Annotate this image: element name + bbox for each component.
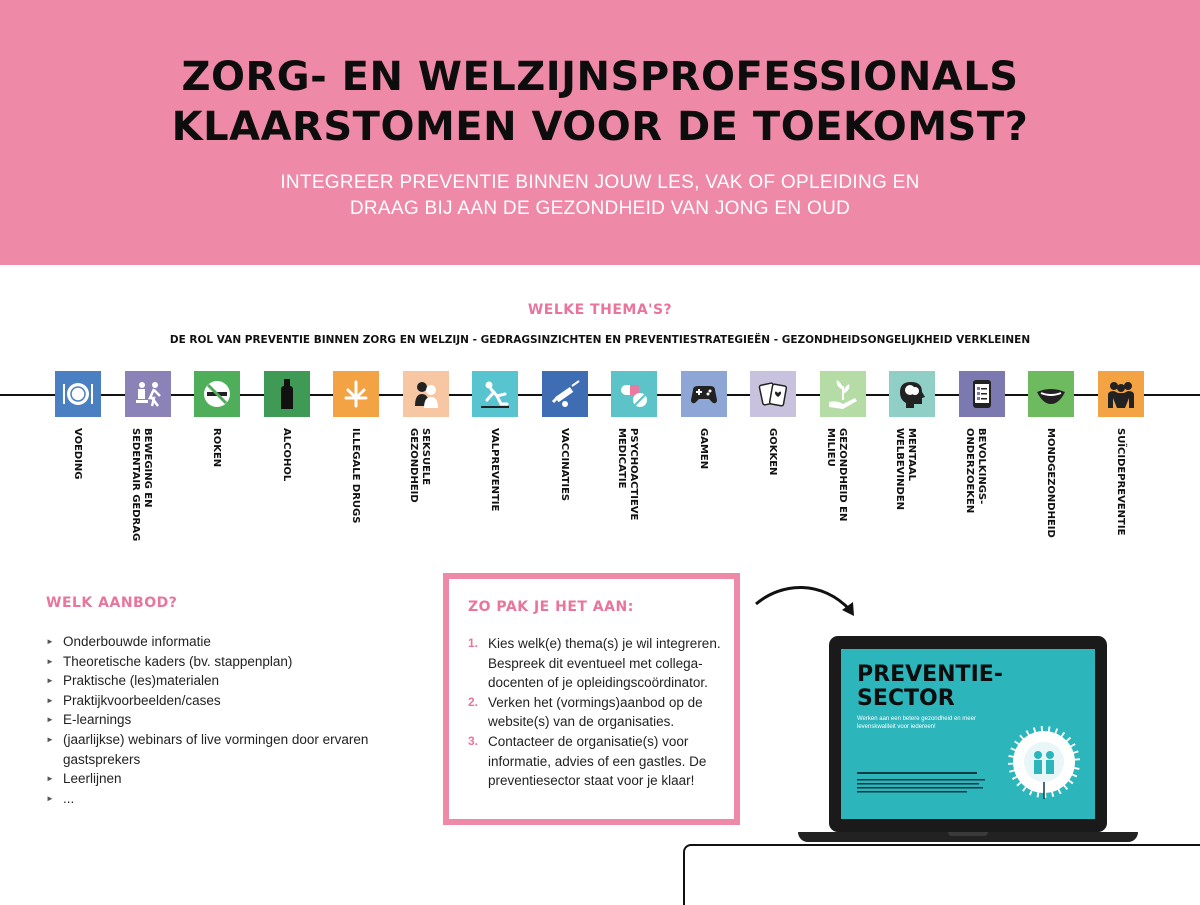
approach-box <box>443 573 740 825</box>
theme-icon-1 <box>55 371 101 417</box>
aanbod-item <box>46 671 406 691</box>
theme-icon-11 <box>750 371 796 417</box>
phone-checklist-icon <box>964 376 1000 412</box>
theme-label-text: ALCOHOL <box>281 428 292 482</box>
theme-icon-14 <box>959 371 1005 417</box>
screen-title <box>857 663 1003 711</box>
aanbod-heading: WELK AANBOD? <box>46 595 178 611</box>
theme-label-text: ROKEN <box>211 428 222 468</box>
triangle-bullet-icon: ► <box>46 774 54 784</box>
aanbod-list <box>46 632 406 808</box>
theme-label-1 <box>69 428 83 568</box>
screen-tagline: Werken aan een betere gezondheid en meer levenskwaliteit voor iedereen! <box>857 716 976 730</box>
triangle-bullet-icon: ► <box>46 734 54 744</box>
aanbod-item-text: Praktische (les)materialen <box>63 673 220 689</box>
aanbod-item <box>46 691 406 711</box>
theme-icon-7 <box>472 371 518 417</box>
theme-label-15 <box>1042 428 1056 568</box>
aanbod-item-text: Onderbouwde informatie <box>63 634 211 649</box>
couple-icon <box>408 376 444 412</box>
theme-icon-13 <box>889 371 935 417</box>
theme-icon-5 <box>333 371 379 417</box>
laptop-notch <box>948 832 988 836</box>
title-line-1: ZORG- EN WELZIJNSPROFESSIONALS <box>181 54 1019 100</box>
approach-step <box>468 693 728 732</box>
aanbod-item-text: Theoretische kaders (bv. stappenplan) <box>63 653 293 669</box>
theme-label-text: GOKKEN <box>767 428 778 476</box>
screen-title-line-2: SECTOR <box>857 686 955 711</box>
aanbod-item <box>46 730 406 769</box>
approach-list <box>468 634 728 791</box>
theme-label-13 <box>894 428 917 568</box>
themes-topics: DE ROL VAN PREVENTIE BINNEN ZORG EN WELZIJN - GEDRAGSINZICHTEN EN PREVENTIESTRATEGIEËN - GEZONDHEIDSONGELIJKHEID VERKLEINEN <box>169 334 1031 346</box>
aanbod-item <box>46 710 406 730</box>
theme-label-text: VOEDING <box>72 428 83 480</box>
theme-icon-16 <box>1098 371 1144 417</box>
aanbod-item <box>46 652 406 672</box>
theme-icon-12 <box>820 371 866 417</box>
theme-icon-6 <box>403 371 449 417</box>
aanbod-item-text: ... <box>63 790 75 806</box>
theme-label-8 <box>556 428 570 568</box>
theme-label-16 <box>1112 428 1126 568</box>
step-text: Kies welk(e) thema(s) je wil integreren. Bespreek dit eventueel met collega-docenten of je opleidingscoördinator. <box>488 636 721 691</box>
theme-label-7 <box>486 428 500 568</box>
aanbod-item-text: (jaarlijkse) webinars of live vormingen door ervaren gastsprekers <box>63 731 369 767</box>
theme-label-text: MONDGEZONDHEID <box>1045 428 1056 538</box>
mouth-icon <box>1033 376 1069 412</box>
plate-cutlery-icon <box>60 376 96 412</box>
step-text: Contacteer de organisatie(s) voor informatie, advies of een gastles. De preventiesector staat voor je klaar! <box>488 733 707 789</box>
laptop-mockup <box>798 636 1138 846</box>
theme-label-text: SUÏCIDEPREVENTIE <box>1115 428 1126 536</box>
theme-label-text: BEWEGING EN SEDENTAIR GEDRAG <box>130 428 153 542</box>
triangle-bullet-icon: ► <box>46 637 54 646</box>
theme-label-text: GEZONDHEID EN MILIEU <box>825 428 848 522</box>
no-smoking-icon <box>199 376 235 412</box>
theme-label-2 <box>130 428 153 568</box>
triangle-bullet-icon: ► <box>46 695 54 705</box>
theme-label-text: SEKSUELE GEZONDHEID <box>408 428 431 503</box>
step-number: 1. <box>468 636 479 650</box>
theme-label-9 <box>616 428 639 568</box>
theme-icon-4 <box>264 371 310 417</box>
aanbod-item <box>46 769 406 789</box>
head-brain-icon <box>894 376 930 412</box>
pills-icon <box>616 376 652 412</box>
theme-icon-8 <box>542 371 588 417</box>
themes-heading: WELKE THEMA'S? <box>527 302 673 318</box>
theme-label-10 <box>695 428 709 568</box>
bottle-icon <box>269 376 305 412</box>
gamepad-icon <box>686 376 722 412</box>
theme-label-text: MENTAAL WELBEVINDEN <box>894 428 917 511</box>
theme-icon-2 <box>125 371 171 417</box>
laptop-lid <box>829 636 1107 832</box>
movement-icon <box>130 376 166 412</box>
theme-label-6 <box>408 428 431 568</box>
theme-label-text: VACCINATIES <box>559 428 570 502</box>
theme-label-11 <box>764 428 778 568</box>
page-title <box>0 52 1200 152</box>
subtitle-line-1: INTEGREER PREVENTIE BINNEN JOUW LES, VAK OF OPLEIDING EN <box>280 172 920 193</box>
triangle-bullet-icon: ► <box>46 676 54 686</box>
theme-label-3 <box>208 428 222 568</box>
laptop-screen <box>841 649 1095 819</box>
aanbod-item-text: Praktijkvoorbeelden/cases <box>63 692 221 708</box>
title-line-2: KLAARSTOMEN VOOR DE TOEKOMST? <box>171 104 1029 150</box>
theme-icon-15 <box>1028 371 1074 417</box>
timeline-line <box>0 394 1200 396</box>
playing-cards-icon <box>755 376 791 412</box>
desk-outline <box>683 844 1200 905</box>
cannabis-leaf-icon <box>338 376 374 412</box>
approach-heading: ZO PAK JE HET AAN: <box>468 599 634 615</box>
theme-label-text: VALPREVENTIE <box>489 428 500 512</box>
triangle-bullet-icon: ► <box>46 793 54 803</box>
triangle-bullet-icon: ► <box>46 715 54 725</box>
theme-label-14 <box>964 428 987 568</box>
step-number: 2. <box>468 694 479 709</box>
theme-icon-3 <box>194 371 240 417</box>
step-text: Verken het (vormings)aanbod op de website(s) van de organisaties. <box>488 694 703 730</box>
theme-wheel-icon <box>1007 725 1081 799</box>
curved-arrow-icon <box>752 580 862 620</box>
approach-step <box>468 732 728 791</box>
theme-label-text: ILLEGALE DRUGS <box>350 428 361 524</box>
page-subtitle <box>0 170 1200 222</box>
aanbod-item <box>46 632 406 652</box>
aanbod-item-text: E-learnings <box>63 712 132 728</box>
theme-label-text: GAMEN <box>698 428 709 470</box>
theme-label-text: BEVOLKINGS- ONDERZOEKEN <box>964 428 987 514</box>
group-hug-icon <box>1103 376 1139 412</box>
syringe-icon <box>547 376 583 412</box>
theme-label-text: PSYCHOACTIEVE MEDICATIE <box>616 428 639 521</box>
theme-icon-10 <box>681 371 727 417</box>
theme-label-5 <box>347 428 361 568</box>
hand-plant-icon <box>825 376 861 412</box>
theme-icon-9 <box>611 371 657 417</box>
falling-person-icon <box>477 376 513 412</box>
theme-label-12 <box>825 428 848 568</box>
step-number: 3. <box>468 733 479 748</box>
approach-step <box>468 634 728 693</box>
screen-text-lines-icon <box>857 772 987 802</box>
subtitle-line-2: DRAAG BIJ AAN DE GEZONDHEID VAN JONG EN OUD <box>349 198 851 219</box>
aanbod-item-text: Leerlijnen <box>63 771 122 787</box>
triangle-bullet-icon: ► <box>46 656 54 666</box>
aanbod-item <box>46 789 406 809</box>
screen-title-line-1: PREVENTIE- <box>857 662 1003 687</box>
theme-label-4 <box>278 428 292 568</box>
